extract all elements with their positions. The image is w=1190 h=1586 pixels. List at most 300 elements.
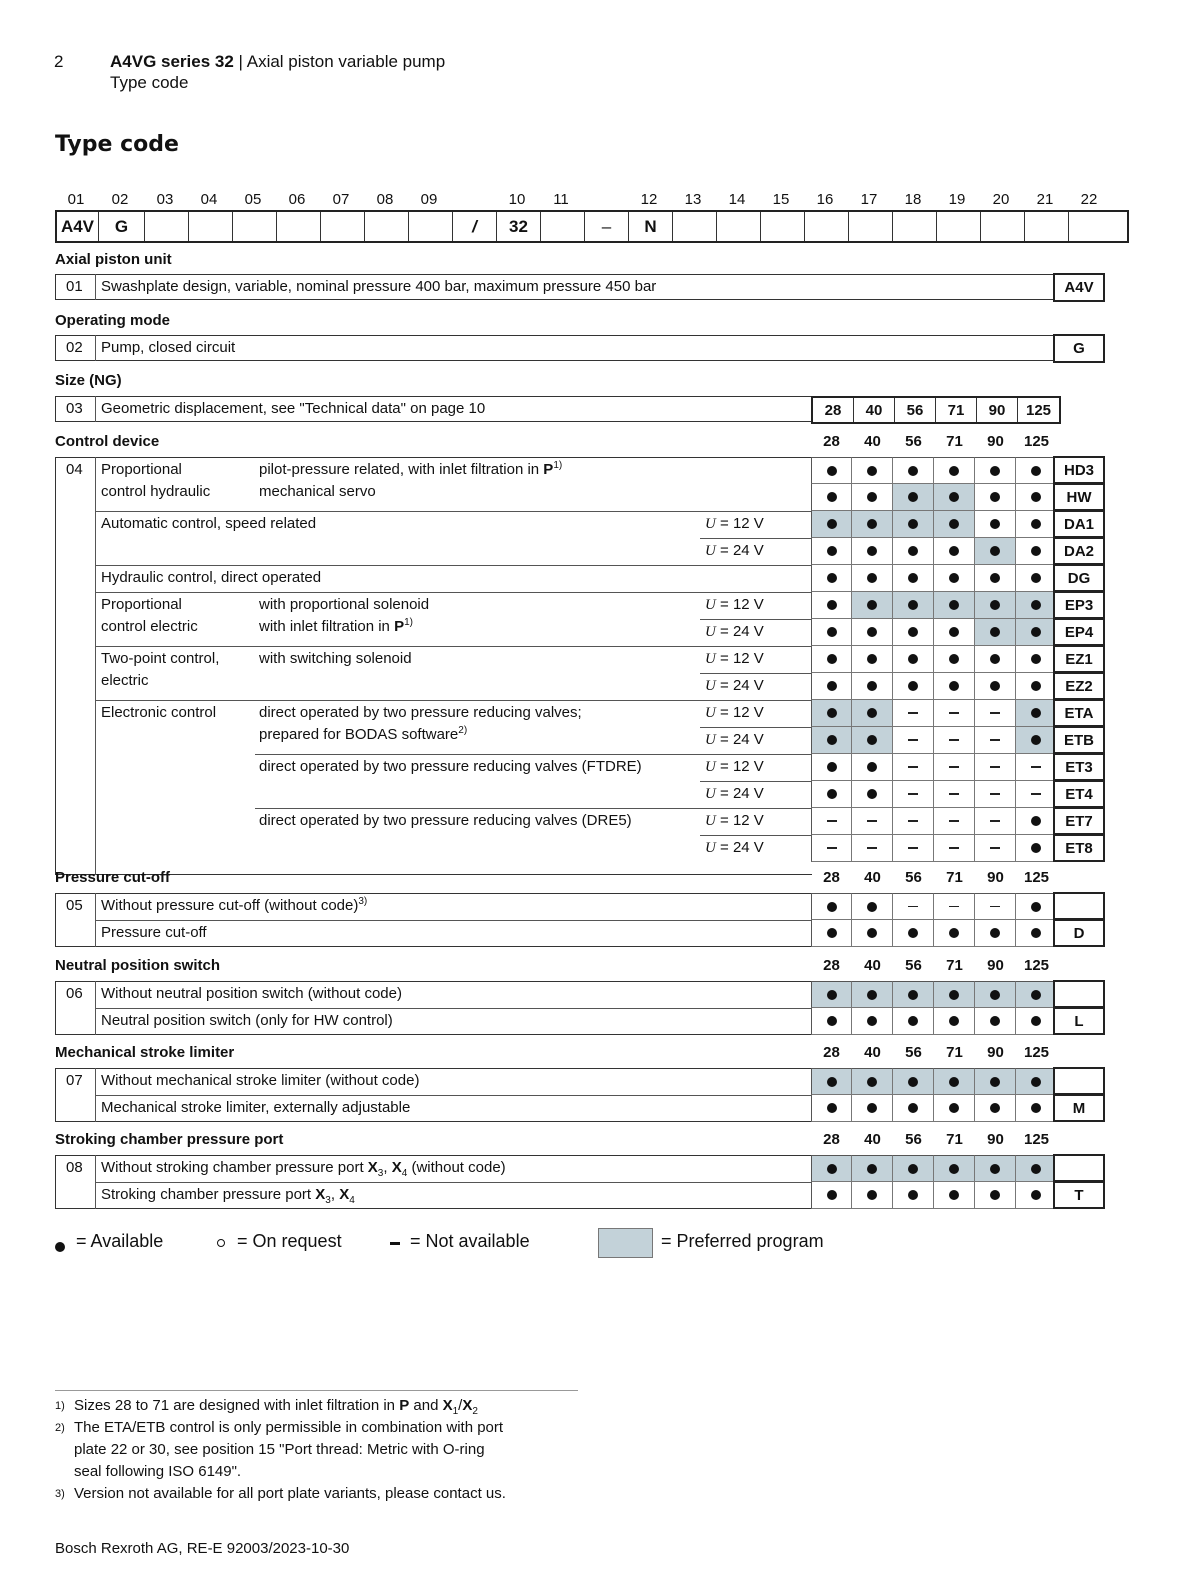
availability-cell <box>975 1095 1016 1122</box>
availability-cell <box>811 457 852 484</box>
availability-cell <box>975 565 1016 592</box>
divider <box>700 727 811 728</box>
type-code-position-17 <box>849 212 893 241</box>
availability-cell <box>1016 981 1057 1008</box>
availability-cell <box>852 484 893 511</box>
port-x: X <box>315 1186 326 1203</box>
availability-cell <box>1016 700 1057 727</box>
availability-cell <box>975 592 1016 619</box>
desc-text: Neutral position switch (only for HW control) <box>101 1012 393 1029</box>
not-available-dash-icon <box>990 906 1000 908</box>
availability-cell <box>975 511 1016 538</box>
page-title: Type code <box>55 132 179 157</box>
available-dot-icon <box>827 735 837 745</box>
voltage-symbol: U <box>705 624 716 640</box>
available-dot-icon <box>949 1077 959 1087</box>
availability-cell <box>852 538 893 565</box>
position-number: 20 <box>992 191 1010 208</box>
divider <box>95 646 811 647</box>
row-number: 02 <box>66 339 83 356</box>
available-dot-icon <box>867 990 877 1000</box>
legend-available: = Available <box>76 1231 164 1251</box>
type-code-position-13 <box>673 212 717 241</box>
not-available-dash-icon <box>990 847 1000 849</box>
order-code-box: ET3 <box>1053 753 1105 781</box>
available-dot-icon <box>1031 1190 1041 1200</box>
desc-text: with inlet filtration in <box>259 618 395 635</box>
group-label-hydraulic-direct: Hydraulic control, direct operated <box>101 569 322 586</box>
size-header-56: 56 <box>905 433 922 450</box>
row-number: 05 <box>66 897 83 914</box>
divider <box>95 920 811 921</box>
available-dot-icon <box>949 546 959 556</box>
availability-cell <box>852 1095 893 1122</box>
availability-cell <box>975 1068 1016 1095</box>
availability-cell <box>1016 592 1057 619</box>
position-number: 14 <box>728 191 746 208</box>
available-dot-icon <box>867 928 877 938</box>
type-code-position-20 <box>981 212 1025 241</box>
size-box-71: 71 <box>936 398 977 422</box>
availability-cell <box>934 565 975 592</box>
footnote-2-line-3: seal following ISO 6149". <box>74 1463 242 1480</box>
size-header-28: 28 <box>823 433 840 450</box>
available-dot-icon <box>1031 492 1041 502</box>
size-header-71: 71 <box>946 433 963 450</box>
order-code-box: DG <box>1053 564 1105 592</box>
availability-cell <box>975 673 1016 700</box>
not-available-dash-icon <box>990 793 1000 795</box>
availability-cell <box>852 754 893 781</box>
available-dot-icon <box>949 600 959 610</box>
order-code-box: ET8 <box>1053 834 1105 862</box>
availability-cell <box>893 808 934 835</box>
not-available-dash-icon <box>949 847 959 849</box>
available-dot-icon <box>990 573 1000 583</box>
available-dot-icon <box>949 990 959 1000</box>
voltage-symbol: U <box>705 543 716 559</box>
availability-cell <box>934 1182 975 1209</box>
availability-cell <box>975 1008 1016 1035</box>
desc-text: Stroking chamber pressure port <box>101 1186 316 1203</box>
available-dot-icon <box>867 654 877 664</box>
available-dot-icon <box>949 1190 959 1200</box>
divider <box>95 565 811 566</box>
availability-cell <box>934 700 975 727</box>
not-available-dash-icon <box>908 820 918 822</box>
availability-cell <box>1016 511 1057 538</box>
available-dot-icon <box>827 902 837 912</box>
order-code-box: EP4 <box>1053 618 1105 646</box>
availability-cell <box>893 920 934 947</box>
available-dot-icon <box>949 519 959 529</box>
type-code-position-10: 32 <box>497 212 541 241</box>
row-number: 06 <box>66 985 83 1002</box>
availability-cell <box>852 808 893 835</box>
desc-text: Mechanical stroke limiter, externally adjustable <box>101 1099 411 1116</box>
voltage-value: = 12 V <box>720 515 764 532</box>
availability-cell <box>852 592 893 619</box>
availability-cell <box>811 592 852 619</box>
voltage-label-12v <box>705 515 764 533</box>
legend-on-request: = On request <box>237 1231 342 1251</box>
available-dot-icon <box>908 1103 918 1113</box>
available-dot-icon <box>867 492 877 502</box>
availability-cell <box>934 673 975 700</box>
voltage-symbol: U <box>705 786 716 802</box>
voltage-label-12v <box>705 650 764 668</box>
availability-cell <box>934 592 975 619</box>
order-code-box: DA1 <box>1053 510 1105 538</box>
available-dot-icon <box>867 1016 877 1026</box>
type-code-position-06 <box>277 212 321 241</box>
group-label-proportional-electric: Proportional <box>101 596 182 613</box>
availability-cell <box>893 592 934 619</box>
availability-cell <box>811 538 852 565</box>
availability-cell <box>811 981 852 1008</box>
footnote-ref: 3) <box>358 896 368 907</box>
available-dot-icon <box>949 1164 959 1174</box>
available-dot-icon <box>1031 546 1041 556</box>
row-description: Swashplate design, variable, nominal pressure 400 bar, maximum pressure 450 bar <box>101 278 657 295</box>
availability-cell <box>893 1068 934 1095</box>
availability-cell <box>934 754 975 781</box>
availability-cell <box>1016 673 1057 700</box>
availability-cell <box>934 920 975 947</box>
availability-cell <box>1016 1095 1057 1122</box>
size-header-90: 90 <box>987 1131 1004 1148</box>
desc-text: Without neutral position switch (without code) <box>101 985 402 1002</box>
port-p: P <box>394 618 405 635</box>
size-box-40: 40 <box>854 398 895 422</box>
row-description <box>101 924 207 941</box>
voltage-value: = 24 V <box>720 839 764 856</box>
available-dot-icon <box>990 1103 1000 1113</box>
availability-cell <box>893 727 934 754</box>
position-number: 11 <box>553 191 569 208</box>
port-p: P <box>543 461 554 478</box>
not-available-dash-icon <box>1031 766 1041 768</box>
order-code-box: T <box>1053 1181 1105 1209</box>
size-header-40: 40 <box>864 869 881 886</box>
available-dot-icon <box>908 928 918 938</box>
position-number: 07 <box>332 191 350 208</box>
availability-cell <box>934 893 975 920</box>
availability-cell <box>852 1182 893 1209</box>
available-dot-icon <box>1031 519 1041 529</box>
order-code-box <box>1053 1154 1105 1182</box>
availability-cell <box>1016 781 1057 808</box>
size-header-125: 125 <box>1023 433 1050 450</box>
size-header-125: 125 <box>1023 1044 1050 1061</box>
footnote-divider <box>55 1390 578 1391</box>
group-desc: direct operated by two pressure reducing valves (DRE5) <box>259 812 632 829</box>
group-label-proportional-hydraulic: Proportional <box>101 461 182 478</box>
voltage-value: = 12 V <box>720 704 764 721</box>
section-title-neutral-switch: Neutral position switch <box>55 957 221 974</box>
footnote-ref: 1) <box>404 617 413 628</box>
availability-cell <box>811 835 852 862</box>
availability-cell <box>811 781 852 808</box>
available-dot-icon <box>908 466 918 476</box>
row-description <box>101 1012 393 1029</box>
not-available-dash-icon <box>949 906 959 908</box>
size-header-71: 71 <box>946 1044 963 1061</box>
availability-cell <box>811 1182 852 1209</box>
position-number: 08 <box>376 191 394 208</box>
position-number: 15 <box>772 191 790 208</box>
voltage-value: = 12 V <box>720 758 764 775</box>
availability-cell <box>852 700 893 727</box>
available-dot-icon <box>990 681 1000 691</box>
available-dot-icon <box>990 1077 1000 1087</box>
availability-cell <box>893 646 934 673</box>
available-dot-icon <box>867 1077 877 1087</box>
footnote-ref: 2) <box>458 725 468 736</box>
available-dot-icon <box>908 519 918 529</box>
availability-cell <box>893 1155 934 1182</box>
order-code-box: D <box>1053 919 1105 947</box>
row-number: 03 <box>66 400 83 417</box>
voltage-symbol: U <box>705 516 716 532</box>
group-desc: direct operated by two pressure reducing valves (FTDRE) <box>259 758 642 775</box>
available-dot-icon <box>1031 1077 1041 1087</box>
group-label-proportional-hydraulic-2: control hydraulic <box>101 483 211 500</box>
available-dot-icon <box>867 466 877 476</box>
size-header-28: 28 <box>823 869 840 886</box>
voltage-value: = 24 V <box>720 623 764 640</box>
availability-cell <box>934 511 975 538</box>
divider <box>700 619 811 620</box>
voltage-symbol: U <box>705 651 716 667</box>
availability-cell <box>975 754 1016 781</box>
divider <box>700 538 811 539</box>
available-dot-icon <box>990 600 1000 610</box>
not-available-dash-icon <box>908 847 918 849</box>
order-code-box: HW <box>1053 483 1105 511</box>
size-header-28: 28 <box>823 1131 840 1148</box>
footnote-number: 1) <box>55 1400 65 1412</box>
available-dot-icon <box>949 466 959 476</box>
available-dot-icon <box>1031 843 1041 853</box>
not-available-dash-icon <box>908 906 918 908</box>
size-header-40: 40 <box>864 1044 881 1061</box>
desc-text: Without stroking chamber pressure port <box>101 1159 368 1176</box>
available-dot-icon <box>867 1190 877 1200</box>
available-dot-icon <box>827 654 837 664</box>
availability-cell <box>934 1095 975 1122</box>
available-dot-icon <box>827 627 837 637</box>
availability-cell <box>811 1008 852 1035</box>
availability-cell <box>934 646 975 673</box>
available-dot-icon <box>949 1103 959 1113</box>
not-available-dash-icon <box>949 820 959 822</box>
availability-cell <box>934 727 975 754</box>
available-dot-icon <box>908 1190 918 1200</box>
code-box-g: G <box>1053 334 1105 363</box>
desc-text: Without mechanical stroke limiter (without code) <box>101 1072 420 1089</box>
availability-cell <box>1016 920 1057 947</box>
availability-cell <box>811 511 852 538</box>
availability-cell <box>934 835 975 862</box>
available-dot-icon <box>827 990 837 1000</box>
group-label-two-point-2: electric <box>101 672 149 689</box>
subscript: 4 <box>349 1195 355 1206</box>
type-code-position-04 <box>189 212 233 241</box>
availability-cell <box>811 700 852 727</box>
not-available-dash-icon <box>990 766 1000 768</box>
availability-cell <box>1016 484 1057 511</box>
availability-cell <box>893 619 934 646</box>
voltage-value: = 24 V <box>720 677 764 694</box>
availability-cell <box>975 484 1016 511</box>
voltage-label-24v <box>705 731 764 749</box>
not-available-dash-icon <box>827 847 837 849</box>
availability-cell <box>1016 619 1057 646</box>
group-label-two-point: Two-point control, <box>101 650 220 667</box>
divider <box>95 396 96 422</box>
voltage-label-24v <box>705 785 764 803</box>
position-number: 03 <box>156 191 174 208</box>
voltage-label-12v <box>705 596 764 614</box>
not-available-dash-icon <box>867 847 877 849</box>
availability-cell <box>1016 1068 1057 1095</box>
available-dot-icon <box>1031 816 1041 826</box>
not-available-dash-icon <box>390 1242 400 1245</box>
row-number: 07 <box>66 1072 83 1089</box>
availability-cell <box>893 673 934 700</box>
available-dot-icon <box>908 681 918 691</box>
not-available-dash-icon <box>908 712 918 714</box>
availability-cell <box>893 484 934 511</box>
available-dot-icon <box>1031 466 1041 476</box>
available-dot-icon <box>990 519 1000 529</box>
port-x: X <box>339 1186 350 1203</box>
availability-cell <box>852 619 893 646</box>
availability-cell <box>975 646 1016 673</box>
divider <box>95 592 811 593</box>
group-desc <box>259 726 467 743</box>
row-description <box>101 1099 410 1116</box>
type-code-position-03 <box>145 212 189 241</box>
availability-cell <box>1016 538 1057 565</box>
row-description: Geometric displacement, see "Technical data" on page 10 <box>101 400 486 417</box>
row-description <box>101 1072 419 1089</box>
available-dot-icon <box>908 573 918 583</box>
available-dot-icon <box>990 1016 1000 1026</box>
position-number: 21 <box>1036 191 1054 208</box>
size-header-28: 28 <box>823 1044 840 1061</box>
available-dot-icon <box>1031 708 1041 718</box>
type-code-position-15 <box>761 212 805 241</box>
divider <box>95 1008 811 1009</box>
row-description <box>101 1159 506 1179</box>
available-dot-icon <box>827 546 837 556</box>
divider <box>95 1095 811 1096</box>
voltage-value: = 12 V <box>720 812 764 829</box>
availability-cell <box>975 920 1016 947</box>
available-dot-icon <box>827 1016 837 1026</box>
available-dot-icon <box>1031 735 1041 745</box>
available-dot-icon <box>827 681 837 691</box>
legend-not-available: = Not available <box>410 1231 530 1251</box>
available-dot-icon <box>1031 1164 1041 1174</box>
position-number: 18 <box>904 191 922 208</box>
availability-cell <box>893 1008 934 1035</box>
availability-cell <box>893 700 934 727</box>
available-dot-icon <box>990 627 1000 637</box>
divider <box>700 781 811 782</box>
available-dot-icon <box>1031 990 1041 1000</box>
available-dot-icon <box>867 902 877 912</box>
section-title-pressure-cutoff: Pressure cut-off <box>55 869 171 886</box>
type-code-position-18 <box>893 212 937 241</box>
type-code-position-separator: – <box>585 212 629 241</box>
not-available-dash-icon <box>990 820 1000 822</box>
available-dot-icon <box>827 1103 837 1113</box>
availability-cell <box>934 1155 975 1182</box>
divider <box>255 808 811 809</box>
type-code-position-02: G <box>99 212 145 241</box>
subscript: 4 <box>401 1168 408 1179</box>
voltage-label-12v <box>705 758 764 776</box>
preferred-swatch-icon <box>598 1228 653 1258</box>
availability-cell <box>893 1182 934 1209</box>
available-dot-icon <box>867 573 877 583</box>
availability-cell <box>893 511 934 538</box>
available-dot-icon <box>1031 627 1041 637</box>
order-code-box: EZ1 <box>1053 645 1105 673</box>
available-dot-icon <box>827 1077 837 1087</box>
not-available-dash-icon <box>908 793 918 795</box>
desc-text: , <box>383 1159 392 1176</box>
not-available-dash-icon <box>1031 793 1041 795</box>
not-available-dash-icon <box>990 712 1000 714</box>
available-dot-icon <box>1031 681 1041 691</box>
footnote-number: 2) <box>55 1422 65 1434</box>
availability-cell <box>975 781 1016 808</box>
position-number: 09 <box>420 191 438 208</box>
available-dot-icon <box>1031 573 1041 583</box>
order-code-box: L <box>1053 1007 1105 1035</box>
available-dot-icon <box>1031 600 1041 610</box>
document-header <box>110 52 445 72</box>
availability-cell <box>975 538 1016 565</box>
availability-cell <box>852 1068 893 1095</box>
availability-cell <box>852 1008 893 1035</box>
not-available-dash-icon <box>990 739 1000 741</box>
available-dot-icon <box>908 546 918 556</box>
availability-cell <box>852 920 893 947</box>
section-title-axial-piston-unit: Axial piston unit <box>55 251 172 268</box>
available-dot-icon <box>827 762 837 772</box>
order-code-box: HD3 <box>1053 456 1105 484</box>
position-number: 19 <box>948 191 966 208</box>
available-dot-icon <box>1031 928 1041 938</box>
footnote-ref: 1) <box>553 460 563 471</box>
desc-text: , <box>330 1186 340 1203</box>
availability-cell <box>934 981 975 1008</box>
availability-cell <box>975 1182 1016 1209</box>
group-desc: mechanical servo <box>259 483 376 500</box>
type-code-position-01: A4V <box>57 212 99 241</box>
section-title-size: Size (NG) <box>55 372 122 389</box>
type-code-position-21 <box>1025 212 1069 241</box>
voltage-value: = 12 V <box>720 596 764 613</box>
order-code-box: DA2 <box>1053 537 1105 565</box>
section-title-operating-mode: Operating mode <box>55 312 171 329</box>
voltage-symbol: U <box>705 705 716 721</box>
